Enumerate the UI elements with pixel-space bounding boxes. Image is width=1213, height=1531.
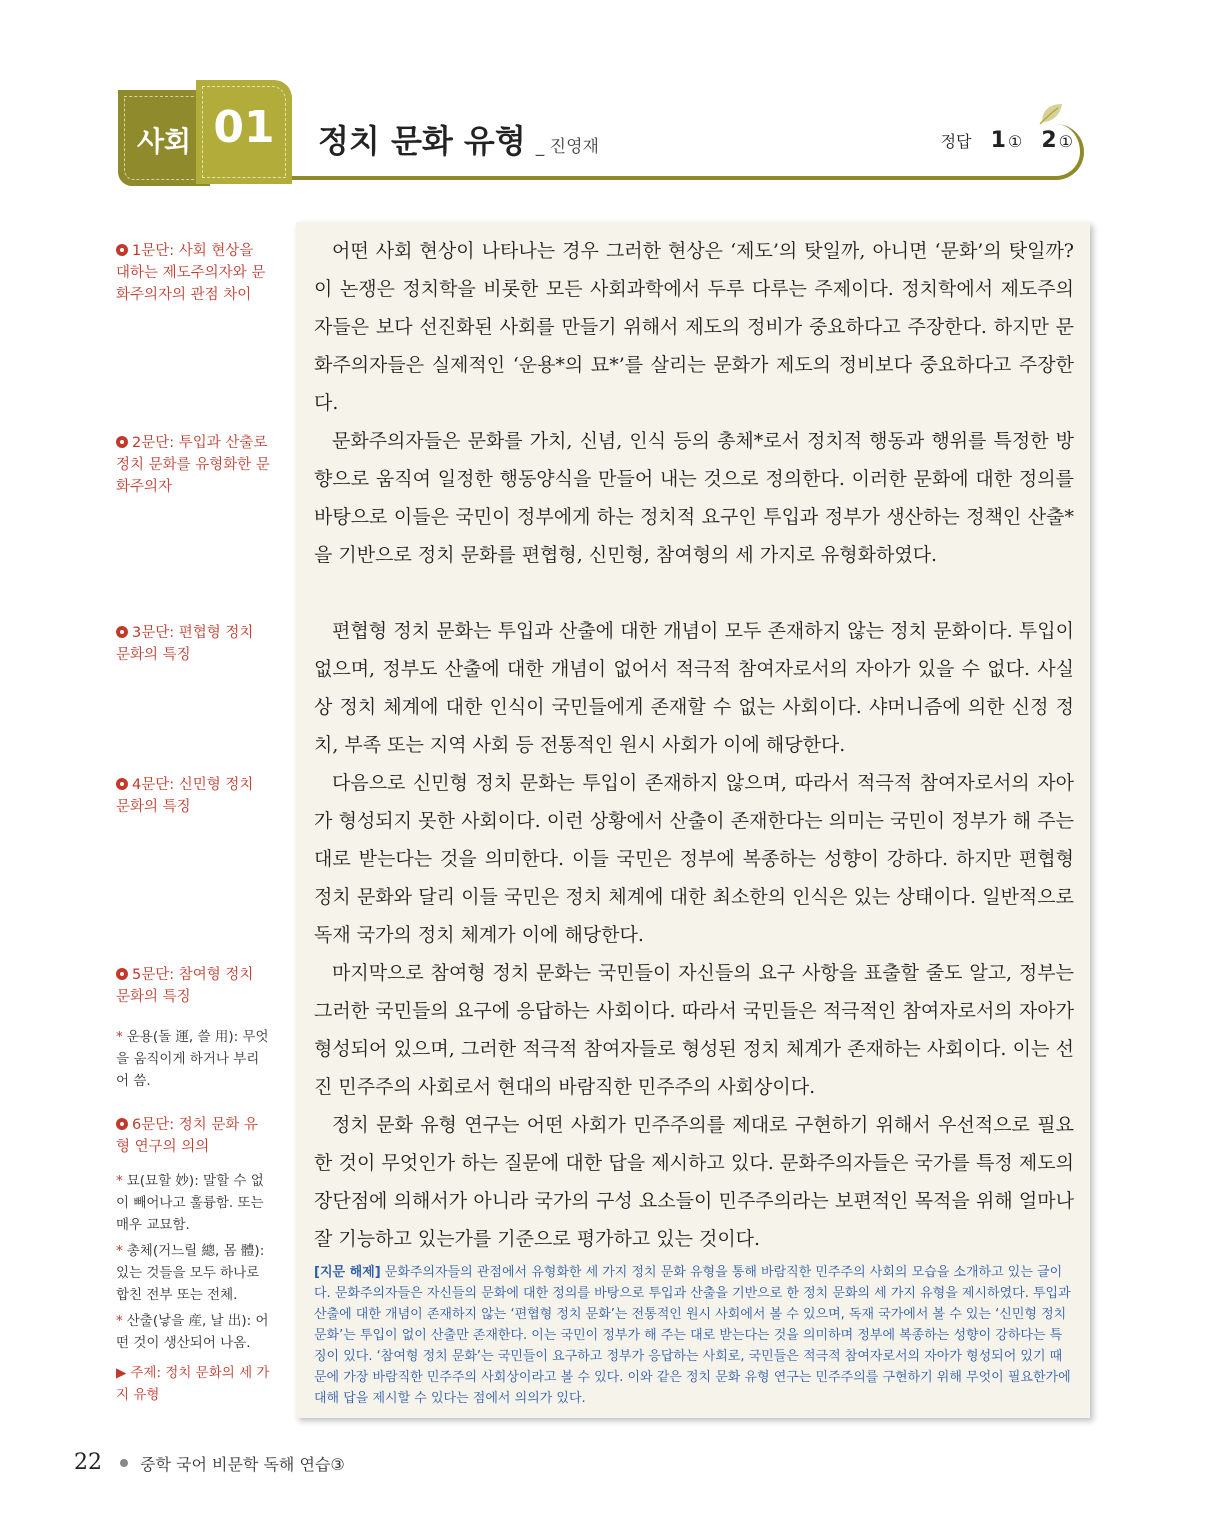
summary-text: 문화주의자들의 관점에서 유형화한 세 가지 정치 문화 유형을 통해 바람직한 민주주의 사회의 모습을 소개하고 있는 글이다. 문화주의자들은 자신들의 문화에 대한 정의를 바탕으로 투입과 산출을 기반으로 한 정치 문화의 세 가지 유형을 제시하였다. 투입과 산출에 대한 개념이 존재하지 않는 ‘편협형 정치 문화’는 전통적인 원시 사회에서 볼 수 있으며, 독재 국가에서 볼 수 있는 ‘신민형 정치 문화’는 투입이 없이 산출만 존재한다. 이는 국민이 정부가 해 주는 대로 받는다는 것을 의미하며 정부에 복종하는 성향이 강하다는 특징이 있다. ‘참여형 정치 문화’는 국민들이 요구하고 정부가 응답하는 사회로, 국민들은 적극적 참여자로서의 자아가 형성되어 있기 때문에 가장 바람직한 민주주의 사회상이라고 볼 수 있다. 이와 같은 정치 문화 유형 연구는 민주주의를 구현하기 위해 무엇이 필요한가에 대해 답을 제시할 수 있다는 점에서 의의가 있다.	[314, 1265, 1071, 1406]
triangle-icon: ▶	[116, 1365, 127, 1381]
body-paragraph-6: 정치 문화 유형 연구는 어떤 사회가 민주주의를 제대로 구현하기 위해서 우선적으로 필요한 것이 무엇인가 하는 질문에 대한 답을 제시하고 있다. 문화주의자들은 국가를 특정 제도의 장단점에 의해서가 아니라 국가의 구성 요소들이 민주주의라는 보편적인 목적을 위해 얼마나 잘 기능하고 있는가를 기준으로 평가하고 있는 것이다.	[314, 1114, 1074, 1250]
subject-tag: 사회	[118, 90, 210, 186]
page-number: 22	[74, 1450, 102, 1475]
paragraph-note: 1문단: 사회 현상을 대하는 제도주의자와 문화주의자의 관점 차이	[116, 243, 266, 303]
body-paragraph-5: 마지막으로 참여형 정치 문화는 국민들이 자신들의 요구 사항을 표출할 줄도 알고, 정부는 그러한 국민들의 요구에 응답하는 사회이다. 따라서 국민들은 적극적인 참여자로서의 자아가 형성되어 있으며, 그러한 적극적 참여자들로 형성된 정치 체계가 존재하는 사회이다. 이는 선진 민주주의 사회로서 현대의 바람직한 민주주의 사회상이다.	[314, 962, 1074, 1098]
glossary-item: * 산출(낳을 産, 날 出): 어떤 것이 생산되어 나옴.	[116, 1313, 269, 1351]
note-bullet-icon	[116, 244, 128, 256]
note-bullet-icon	[116, 778, 128, 790]
body-paragraph-4: 다음으로 신민형 정치 문화는 투입이 존재하지 않으며, 따라서 적극적 참여자로서의 자아가 형성되지 못한 사회이다. 이런 상황에서 산출이 존재한다는 의미는 국민이 정부가 해 주는 대로 받는다는 것을 의미한다. 이들 국민은 정부에 복종하는 성향이 강하다. 하지만 편협형 정치 문화와 달리 이들 국민은 정치 체계에 대한 최소한의 인식은 있는 상태이다. 일반적으로 독재 국가의 정치 체계가 이에 해당한다.	[314, 772, 1074, 946]
leaf-icon	[1038, 100, 1064, 126]
passage-summary	[314, 1262, 1074, 1409]
body-paragraph-2: 문화주의자들은 문화를 가치, 신념, 인식 등의 총체*로서 정치적 행동과 행위를 특정한 방향으로 움직여 일정한 행동양식을 만들어 내는 것으로 정의한다. 이러한 문화에 대한 정의를 바탕으로 이들은 국민이 정부에게 하는 정치적 요구인 투입과 정부가 생산하는 정책인 산출*을 기반으로 정치 문화를 편협형, 신민형, 참여형의 세 가지로 유형화하였다.	[314, 430, 1074, 566]
footer-bullet-icon	[120, 1459, 128, 1467]
glossary-item: * 총체(거느릴 總, 몸 體): 있는 것들을 모두 하나로 합친 전부 또는 전체.	[116, 1243, 265, 1303]
note-bullet-icon	[116, 1118, 128, 1130]
note-bullet-icon	[116, 436, 128, 448]
body-paragraph-3: 편협형 정치 문화는 투입과 산출에 대한 개념이 모두 존재하지 않는 정치 문화이다. 투입이 없으며, 정부도 산출에 대한 개념이 없어서 적극적 참여자로서의 자아가 있을 수 없다. 사실상 정치 체계에 대한 인식이 국민들에게 존재할 수 없는 사회이다. 샤머니즘에 의한 신정 정치, 부족 또는 지역 사회 등 전통적인 원시 사회가 이에 해당한다.	[314, 620, 1074, 756]
book-title: 중학 국어 비문학 독해 연습③	[140, 1455, 345, 1474]
glossary-item: * 묘(묘할 妙): 말할 수 없이 빼어나고 훌륭함. 또는 매우 교묘함.	[116, 1173, 264, 1233]
paragraph-note: 2문단: 투입과 산출로 정치 문화를 유형화한 문화주의자	[116, 435, 270, 495]
number-tag: 01	[196, 80, 292, 184]
paragraph-note: 5문단: 참여형 정치 문화의 특징	[116, 967, 254, 1005]
note-bullet-icon	[116, 626, 128, 638]
author: _ 진영재	[535, 137, 599, 157]
glossary-item: * 운용(돌 運, 쓸 用): 무엇을 움직이게 하거나 부리어 씀.	[116, 1029, 269, 1089]
paragraph-note: 3문단: 편협형 정치 문화의 특징	[116, 625, 254, 663]
answer-key: 정답 1 ① 2 ①	[940, 128, 1073, 153]
paragraph-note: 4문단: 신민형 정치 문화의 특징	[116, 777, 254, 815]
body-paragraph-1: 어떤 사회 현상이 나타나는 경우 그러한 현상은 ‘제도’의 탓일까, 아니면 ‘문화’의 탓일까? 이 논쟁은 정치학을 비롯한 모든 사회과학에서 두루 다루는 주제이다. 정치학에서 제도주의자들은 보다 선진화된 사회를 만들기 위해서 제도의 정비가 중요하다고 주장한다. 하지만 문화주의자들은 실제적인 ‘운용*의 묘*’를 살리는 문화가 제도의 정비보다 중요하다고 주장한다.	[314, 240, 1074, 414]
note-bullet-icon	[116, 968, 128, 980]
page-title: 정치 문화 유형 _ 진영재	[318, 122, 599, 160]
summary-label: [지문 해제]	[314, 1265, 381, 1280]
paragraph-note: 6문단: 정치 문화 유형 연구의 의의	[116, 1117, 258, 1155]
theme-note: ▶ 주제: 정치 문화의 세 가지 유형	[116, 1365, 270, 1403]
